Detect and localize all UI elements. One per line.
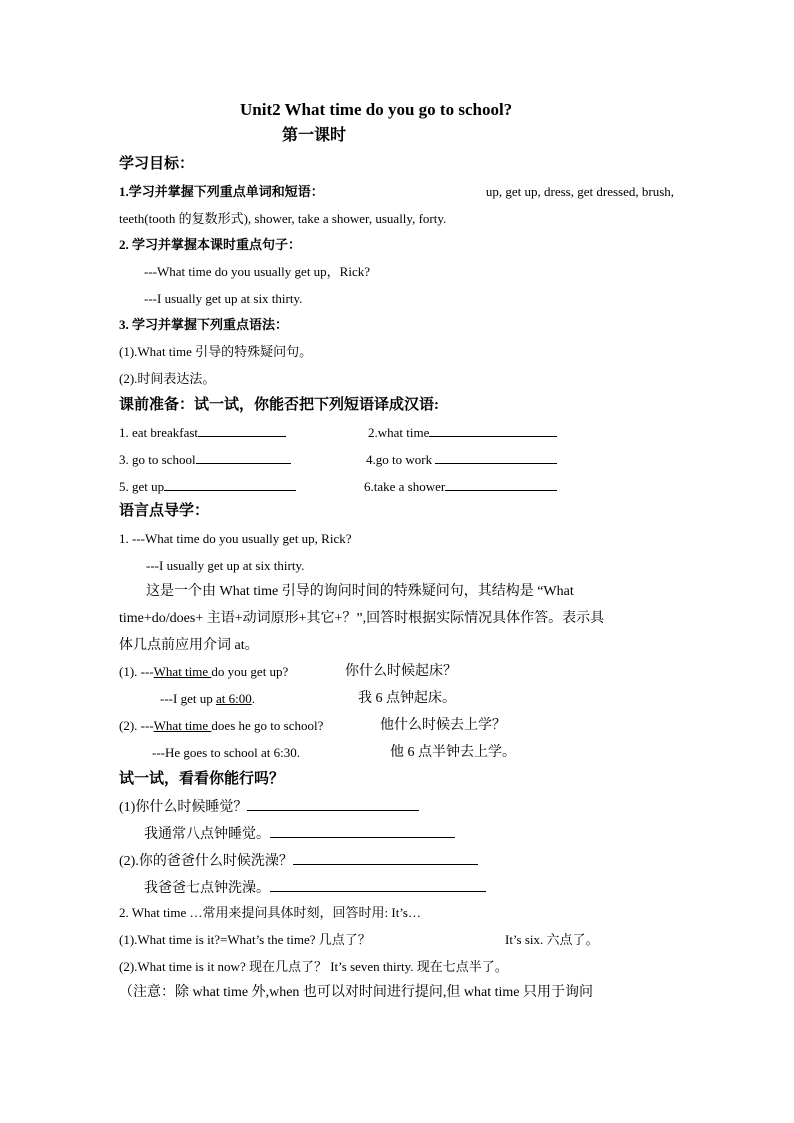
- answer-blank[interactable]: [198, 423, 286, 437]
- point-2-line1: 2. What time …常用来提问具体时刻，回答时用: It’s…: [119, 905, 421, 920]
- objective-3-point-1: (1).What time 引导的特殊疑问句。: [119, 344, 313, 359]
- try-item-2-answer: 我爸爸七点钟洗澡。: [144, 878, 486, 898]
- point-1-desc-line3: 体几点前应用介词 at。: [119, 638, 259, 653]
- answer-blank[interactable]: [445, 477, 557, 491]
- prep-item-1: 1. eat breakfast: [119, 423, 286, 442]
- objective-3-point-2: (2).时间表达法。: [119, 371, 216, 386]
- answer-blank[interactable]: [293, 851, 478, 865]
- point-2-line2-answer: It’s six. 六点了。: [505, 932, 599, 947]
- objective-2-answer: ---I usually get up at six thirty.: [144, 291, 303, 306]
- example-2-answer-cn: 他 6 点半钟去上学。: [390, 745, 516, 760]
- example-1-answer-cn: 我 6 点钟起床。: [358, 691, 456, 706]
- prep-item-6: 6.take a shower: [364, 477, 557, 496]
- answer-blank[interactable]: [196, 450, 291, 464]
- point-2-note: （注意：除 what time 外,when 也可以对时间进行提问,但 what time 只用于询问: [119, 985, 594, 1000]
- objective-1: [119, 183, 674, 201]
- prep-item-5: 5. get up: [119, 477, 296, 496]
- points-heading: 语言点导学：: [119, 503, 210, 519]
- point-1-question: 1. ---What time do you usually get up, Rick?: [119, 531, 352, 546]
- point-1-desc-line1: 这是一个由 What time 引导的询问时间的特殊疑问句，其结构是 “What: [146, 584, 574, 599]
- page-title: Unit2 What time do you go to school?: [240, 100, 513, 119]
- example-1-answer: ---I get up at 6:00.: [160, 691, 255, 706]
- objective-1-continued: teeth(tooth 的复数形式), shower, take a shower, usually, forty.: [119, 211, 447, 226]
- answer-blank[interactable]: [164, 477, 296, 491]
- try-item-2: (2).你的爸爸什么时候洗澡？: [119, 851, 478, 871]
- point-2-line3: (2).What time is it now? 现在几点了？ It’s seven thirty. 现在七点半了。: [119, 959, 508, 974]
- objective-1-words: up, get up, dress, get dressed, brush,: [485, 184, 674, 199]
- point-1-answer: ---I usually get up at six thirty.: [146, 558, 305, 573]
- objective-2-label: 2. 学习并掌握本课时重点句子：: [119, 237, 302, 252]
- try-item-1: (1)你什么时候睡觉？: [119, 797, 419, 817]
- answer-blank[interactable]: [247, 797, 419, 811]
- point-1-desc-line2: time+do/does+ 主语+动词原形+其它+？”,回答时根据实际情况具体作答。表示具: [119, 611, 605, 626]
- lesson-subtitle: 第一课时: [282, 127, 347, 144]
- prep-item-2: 2.what time: [368, 423, 557, 442]
- answer-blank[interactable]: [270, 824, 455, 838]
- answer-blank[interactable]: [435, 450, 557, 464]
- prep-heading: 课前准备：试一试，你能否把下列短语译成汉语:: [119, 397, 439, 413]
- prep-item-3: 3. go to school: [119, 450, 291, 469]
- example-1-question-cn: 你什么时候起床？: [345, 664, 457, 679]
- objective-2-question: ---What time do you usually get up，Rick?: [144, 264, 371, 279]
- example-2-question: (2). ---What time does he go to school?: [119, 718, 324, 733]
- example-2-answer: ---He goes to school at 6:30.: [152, 745, 301, 760]
- try-item-1-answer: 我通常八点钟睡觉。: [144, 824, 455, 844]
- example-2-question-cn: 他什么时候去上学？: [380, 718, 506, 733]
- answer-blank[interactable]: [270, 878, 486, 892]
- objective-3-label: 3. 学习并掌握下列重点语法：: [119, 317, 289, 332]
- prep-item-4: 4.go to work: [366, 450, 557, 469]
- try-heading: 试一试，看看你能行吗？: [119, 771, 285, 787]
- example-1-question: (1). ---What time do you get up?: [119, 664, 289, 679]
- answer-blank[interactable]: [429, 423, 557, 437]
- point-2-line2: (1).What time is it?=What’s the time? 几点了？: [119, 932, 371, 947]
- objective-1-label: 1.学习并掌握下列重点单词和短语：: [119, 184, 324, 199]
- objectives-heading: 学习目标：: [119, 156, 195, 172]
